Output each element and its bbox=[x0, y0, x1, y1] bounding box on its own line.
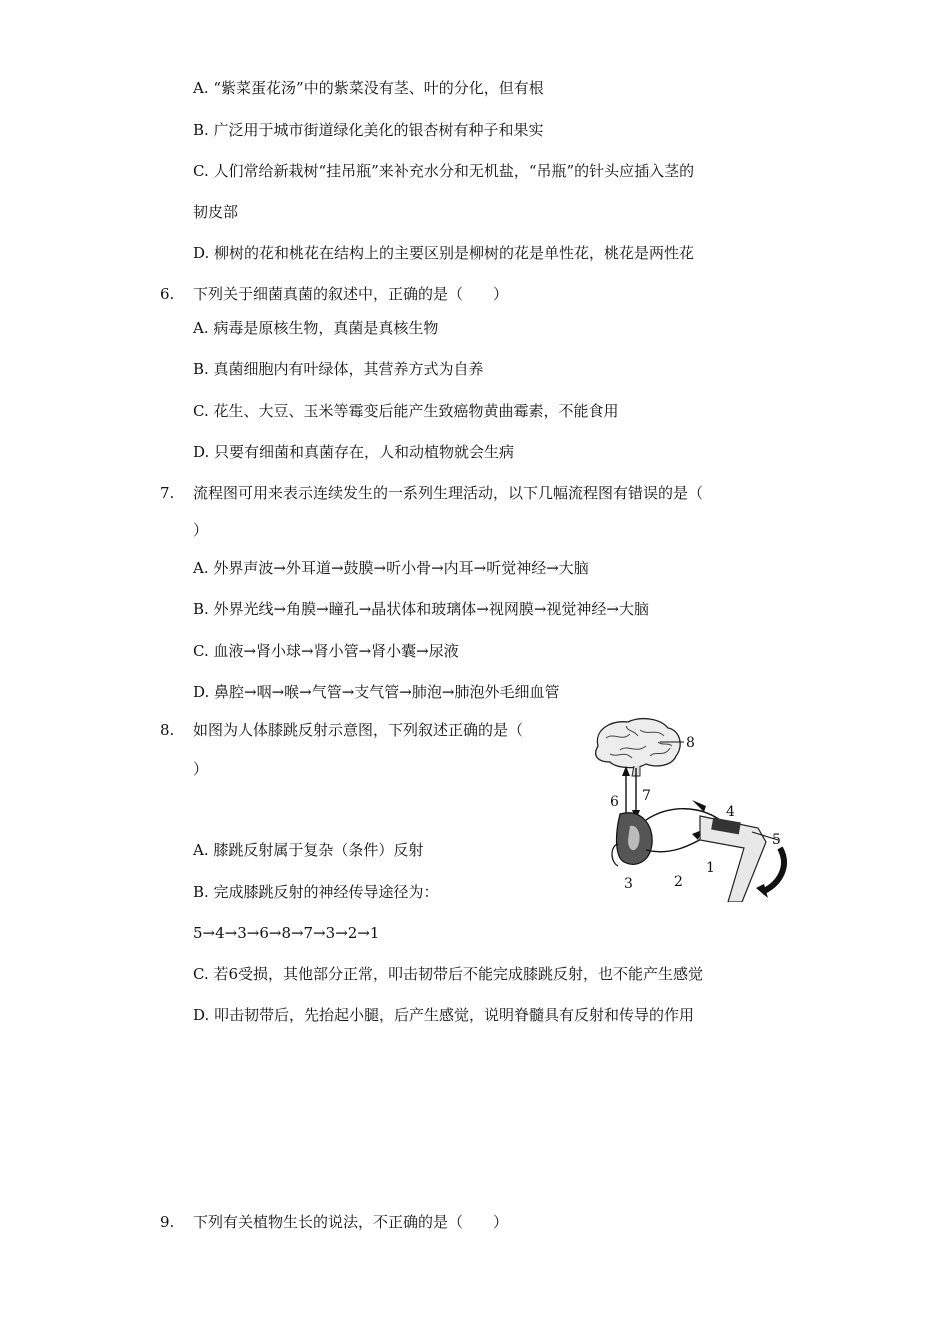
q5-option-c: C. 人们常给新栽树“挂吊瓶”来补充水分和无机盐，“吊瓶”的针头应插入茎的 bbox=[193, 162, 695, 180]
q8-option-b-pathway: 5→4→3→6→8→7→3→2→1 bbox=[193, 924, 380, 942]
q8-stem-cont: ） bbox=[193, 760, 209, 778]
figure-label-3: 3 bbox=[624, 876, 633, 892]
q7-option-c: C. 血液→肾小球→肾小管→肾小囊→尿液 bbox=[193, 642, 459, 660]
q5-option-b: B. 广泛用于城市街道绿化美化的银杏树有种子和果实 bbox=[193, 121, 544, 139]
q9-stem: 下列有关植物生长的说法，不正确的是（ ） bbox=[193, 1213, 509, 1231]
q5-option-d: D. 柳树的花和桃花在结构上的主要区别是柳树的花是单性花，桃花是两性花 bbox=[193, 244, 695, 262]
figure-label-6: 6 bbox=[610, 794, 619, 810]
spinal-cord-section bbox=[612, 813, 652, 866]
q7-option-b: B. 外界光线→角膜→瞳孔→晶状体和玻璃体→视网膜→视觉神经→大脑 bbox=[193, 600, 649, 618]
q7-stem: 流程图可用来表示连续发生的一系列生理活动，以下几幅流程图有错误的是（ bbox=[193, 484, 704, 502]
q5-option-a: A. “紫菜蛋花汤”中的紫菜没有茎、叶的分化，但有根 bbox=[193, 79, 544, 97]
q8-stem: 如图为人体膝跳反射示意图，下列叙述正确的是（ bbox=[193, 721, 524, 739]
q6-option-d: D. 只要有细菌和真菌存在，人和动植物就会生病 bbox=[193, 443, 515, 461]
q6-option-b: B. 真菌细胞内有叶绿体，其营养方式为自养 bbox=[193, 360, 484, 378]
q6-option-a: A. 病毒是原核生物，真菌是真核生物 bbox=[193, 319, 439, 337]
q9-number: 9. bbox=[160, 1213, 175, 1231]
q7-stem-cont: ） bbox=[193, 521, 209, 539]
q5-option-c-cont: 韧皮部 bbox=[193, 203, 239, 221]
figure-label-7: 7 bbox=[642, 788, 651, 804]
leg-illustration bbox=[700, 816, 784, 902]
q7-option-a: A. 外界声波→外耳道→鼓膜→听小骨→内耳→听觉神经→大脑 bbox=[193, 559, 589, 577]
q8-option-b: B. 完成膝跳反射的神经传导途径为： bbox=[193, 883, 439, 901]
figure-label-2: 2 bbox=[674, 874, 683, 890]
brain-illustration bbox=[596, 719, 684, 776]
figure-label-8: 8 bbox=[686, 735, 695, 751]
q6-number: 6. bbox=[160, 285, 175, 303]
figure-label-1: 1 bbox=[706, 860, 715, 876]
figure-label-5: 5 bbox=[772, 832, 781, 848]
q7-number: 7. bbox=[160, 484, 175, 502]
q8-option-d: D. 叩击韧带后，先抬起小腿，后产生感觉，说明脊髓具有反射和传导的作用 bbox=[193, 1006, 695, 1024]
q6-option-c: C. 花生、大豆、玉米等霉变后能产生致癌物黄曲霉素，不能食用 bbox=[193, 402, 619, 420]
q7-option-d: D. 鼻腔→咽→喉→气管→支气管→肺泡→肺泡外毛细血管 bbox=[193, 683, 560, 701]
q8-option-c: C. 若6受损，其他部分正常，叩击韧带后不能完成膝跳反射，也不能产生感觉 bbox=[193, 965, 704, 983]
knee-reflex-figure bbox=[580, 716, 820, 902]
q8-number: 8. bbox=[160, 721, 175, 739]
q6-stem: 下列关于细菌真菌的叙述中，正确的是（ ） bbox=[193, 285, 509, 303]
q8-option-a: A. 膝跳反射属于复杂（条件）反射 bbox=[193, 841, 424, 859]
figure-label-4: 4 bbox=[726, 804, 735, 820]
